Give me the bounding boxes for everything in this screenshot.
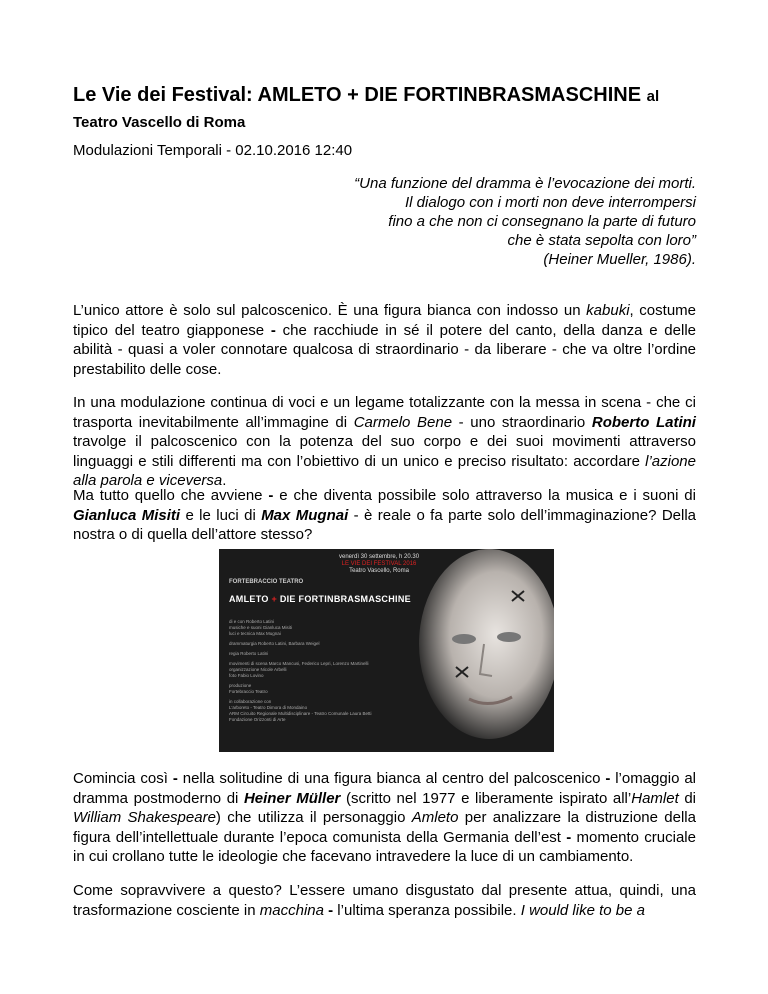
name-shakespeare: William Shakespeare [73, 809, 216, 826]
article-title [73, 83, 713, 135]
title-main: Le Vie dei Festival: AMLETO + DIE FORTINBRASMASCHINE [73, 84, 642, 106]
title-small: al [646, 88, 660, 105]
poster-header [339, 554, 419, 575]
text-run: . [222, 472, 227, 489]
dash: - [566, 828, 572, 846]
credit-line: drammaturgia Roberto Latini, Barbara Weigel [229, 641, 320, 646]
poster-festival: LE VIE DEI FESTIVAL 2016 [341, 561, 417, 567]
quote-line: “Una funzione del dramma è l’evocazione dei morti. [354, 175, 696, 192]
emphasis: kabuki [586, 302, 630, 319]
poster-credits [229, 619, 399, 723]
paragraph-4 [73, 769, 696, 867]
credit-line: in collaborazione con [229, 699, 272, 704]
credit-line: organizzazione Nicole Arbelli [229, 667, 287, 672]
actor-face-image [404, 549, 554, 752]
epigraph-quote [236, 174, 696, 269]
text-run: - uno straordinario [452, 413, 592, 431]
text-run: nella solitudine di una figura bianca al centro del palcoscenico [177, 770, 606, 787]
credit-line: ARM Circuito Regionale Multidisciplinare - Teatro Comunale Laura Betti [229, 711, 372, 716]
name-amleto: Amleto [411, 809, 459, 826]
credit-line: produzione [229, 683, 252, 688]
quote-attribution: (Heiner Mueller, 1986). [543, 251, 696, 268]
quote-line: fino a che non ci consegnano la parte di futuro [388, 213, 696, 230]
name-heiner-muller: Heiner Müller [243, 789, 341, 807]
article-meta: Modulazioni Temporali - 02.10.2016 12:40 [73, 142, 353, 159]
name-carmelo-bene: Carmelo Bene [353, 413, 453, 431]
poster-title-a: AMLETO [229, 594, 269, 604]
name-roberto-latini: Roberto Latini [591, 413, 696, 431]
text-run: travolge il palcoscenico con la potenza del suo corpo e dei suoi movimenti attraverso linguaggi e stili differenti ma con l’obiettivo di un unico e preciso risultato: accordare [73, 433, 696, 470]
text-run: e che diventa possibile solo attraverso la musica e i suoni di [273, 487, 696, 504]
dash: - [172, 770, 178, 787]
credit-line: Fondazione Orizzonti di Arte [229, 717, 286, 722]
title-hamlet: Hamlet [631, 789, 679, 807]
dash: - [270, 321, 276, 339]
credit-line: movimenti di scena Marco Mancusi, Federico Lepri, Lorenzo Martinelli [229, 661, 369, 666]
text-run: Come sopravvivere a questo? L’essere umano disgustato dal presente attua, quindi, una trasformazione cosciente in [73, 882, 696, 919]
text-run: - è reale o fa parte solo dell’immaginazione? Della nostra o di quella dell’attore stesso? [73, 506, 697, 543]
text-run: (scritto nel 1977 e liberamente ispirato all’ [340, 789, 632, 807]
text-run: L’unico attore è solo sul palcoscenico. È una figura bianca con indosso un [73, 302, 587, 319]
text-run: di [678, 789, 696, 807]
text-run: In una modulazione continua di voci e un legame totalizzante con la messa in scena - che ci trasporta inevitabilmente all’immagine di [73, 394, 696, 431]
credit-line: foto Fabio Lovino [229, 673, 264, 678]
name-max-mugnai: Max Mugnai [261, 506, 349, 524]
text-run: l’ultima speranza possibile. [333, 901, 521, 919]
poster-company: FORTEBRACCIO TEATRO [229, 579, 304, 585]
quote-line: che è stata sepolta con loro” [507, 232, 696, 249]
poster-title [229, 594, 411, 604]
dash: - [605, 770, 611, 787]
credit-line: Fortebraccio Teatro [229, 689, 268, 694]
dash: - [268, 487, 274, 504]
paragraph-3 [73, 486, 696, 545]
title-line2: Teatro Vascello di Roma [73, 114, 246, 131]
emphasis: I would like to be a [520, 901, 645, 919]
emphasis: macchina [259, 901, 324, 919]
text-run: Comincia così [73, 770, 173, 787]
text-run: e le luci di [180, 506, 262, 524]
poster-date: venerdì 30 settembre, h 20.30 [339, 554, 420, 560]
text-run: Ma tutto quello che avviene [73, 487, 269, 504]
credit-line: musiche e suoni Gianluca Misiti [229, 625, 293, 630]
text-run: , costume tipico del teatro giapponese [73, 302, 696, 339]
quote-line: Il dialogo con i morti non deve interrompersi [405, 194, 696, 211]
show-poster-image [219, 549, 554, 752]
dash: - [328, 901, 334, 919]
text-run: l’omaggio al dramma postmoderno di [73, 770, 696, 807]
name-gianluca-misiti: Gianluca Misiti [73, 506, 181, 524]
paragraph-2 [73, 393, 696, 491]
emphasis: l’azione alla parola e viceversa [73, 452, 696, 489]
poster-venue: Teatro Vascello, Roma [349, 568, 409, 574]
credit-line: di e con Roberto Latini [229, 619, 275, 624]
credit-line: regia Roberto Latini [229, 651, 269, 656]
poster-plus: + [271, 594, 278, 604]
credit-line: L'arboreto - Teatro Dimora di Mondaino [229, 705, 308, 710]
credit-line: luci e tecnica Max Mugnai [229, 631, 281, 636]
text-run: che racchiude in sé il potere del canto, della danza e delle abilità - quasi a voler connotare qualcosa di straordinario - da liberare - che va oltre l’ordine prestabilito delle cose. [73, 321, 696, 378]
paragraph-1 [73, 301, 696, 379]
text-run: momento cruciale in cui crollano tutte le ideologie che facevano intravedere la luce di un cambiamento. [73, 828, 696, 865]
paragraph-5 [73, 881, 696, 920]
text-run: per analizzare la distruzione della figura dell’intellettuale durante l’epoca comunista della Germania dell’est [73, 809, 696, 846]
poster-title-b: DIE FORTINBRASMASCHINE [279, 594, 411, 604]
text-run: ) che utilizza il personaggio [215, 809, 412, 826]
